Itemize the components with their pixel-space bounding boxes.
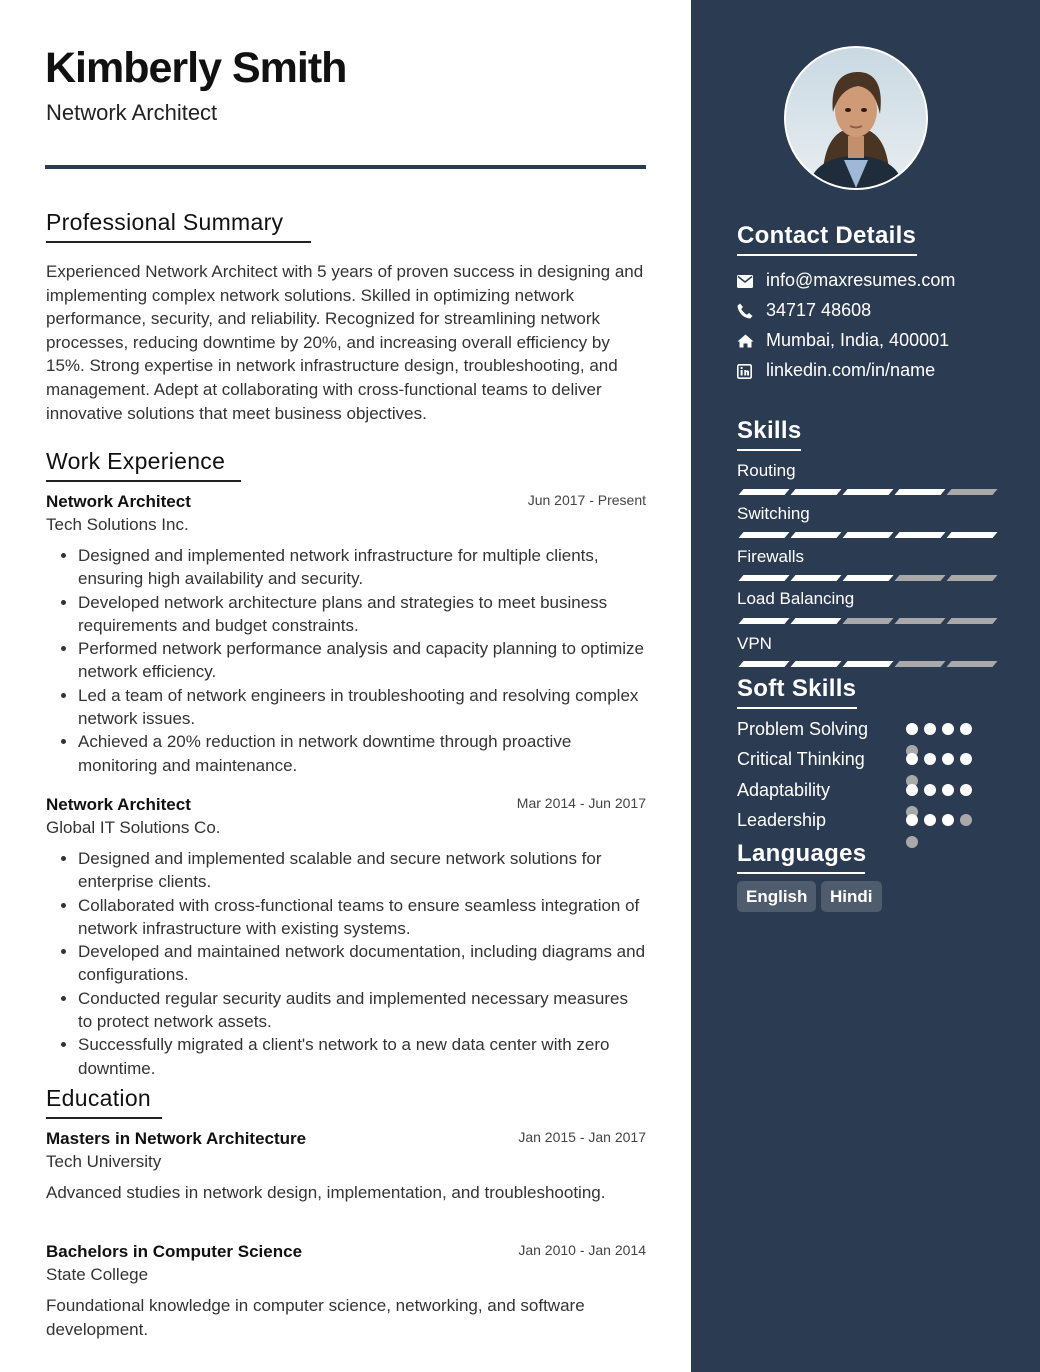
skill-level-bar — [737, 661, 993, 667]
skill-segment-filled — [894, 489, 945, 495]
skill-segment-filled — [790, 575, 841, 581]
skill-segment-filled — [842, 489, 893, 495]
degree-name: Bachelors in Computer Science — [46, 1242, 303, 1261]
skill-segment-filled — [738, 618, 789, 624]
skill-segment-empty — [946, 618, 997, 624]
skill-segment-empty — [946, 575, 997, 581]
skill-segment-empty — [894, 661, 945, 667]
skill-segment-filled — [738, 575, 789, 581]
job-bullet: • Collaborated with cross-functional teams to ensure seamless integration of network infrastructure with existing systems. — [78, 894, 646, 941]
skill-segment-filled — [946, 532, 997, 538]
job-bullets — [46, 544, 646, 777]
skill-segment-filled — [842, 661, 893, 667]
summary-heading: Professional Summary — [46, 208, 283, 236]
job-role: Network Architect — [46, 795, 191, 814]
skill-level-bar — [737, 575, 993, 581]
contact-linkedin[interactable]: linkedin.com/in/name — [737, 359, 935, 381]
skill-segment-filled — [894, 532, 945, 538]
school-name: Tech University — [46, 1152, 162, 1171]
job-role: Network Architect — [46, 492, 191, 511]
job-bullet: • Developed and maintained network documentation, including diagrams and configurations. — [78, 940, 646, 987]
candidate-title: Network Architect — [46, 100, 218, 125]
skill-name: Routing — [737, 461, 796, 480]
job-bullet: • Successfully migrated a client's network to a new data center with zero downtime. — [78, 1033, 646, 1080]
rating-dot-filled — [942, 723, 954, 735]
job-company: Global IT Solutions Co. — [46, 818, 221, 837]
language-tag: English — [737, 881, 816, 912]
skill-segment-filled — [842, 575, 893, 581]
rating-dot-filled — [906, 753, 918, 765]
education-entry — [46, 1242, 646, 1341]
skill-name: Load Balancing — [737, 589, 855, 608]
soft-skill-name: Critical Thinking — [737, 749, 865, 769]
school-name: State College — [46, 1265, 149, 1284]
skill-segment-filled — [738, 489, 789, 495]
summary-text: Experienced Network Architect with 5 years of proven success in designing and implementing complex network solutions. Skilled in optimizing network performance, security, and reliability. Recognized for streamlining network processes, reducing downtime by 20%, and increasing overall efficiency by 15%. Strong expertise in network infrastructure design, troubleshooting, and management. Adept at collaborating with cross-functional teams to deliver innovative solutions that meet business objectives. — [46, 262, 644, 423]
rating-dot-filled — [924, 753, 936, 765]
skill-name: VPN — [737, 634, 772, 653]
home-icon — [737, 334, 755, 348]
skill-segment-filled — [790, 489, 841, 495]
job-bullets — [46, 847, 646, 1080]
skill-level-bar — [737, 489, 993, 495]
skill-segment-filled — [842, 532, 893, 538]
job-dates: Mar 2014 - Jun 2017 — [516, 795, 646, 811]
rating-dot-filled — [960, 784, 972, 796]
header-divider — [45, 165, 646, 169]
soft-skill-name: Adaptability — [737, 780, 831, 800]
job-dates: Jun 2017 - Present — [527, 492, 646, 508]
skill-segment-empty — [842, 618, 893, 624]
job-bullet: • Designed and implemented scalable and secure network solutions for enterprise clients. — [78, 847, 646, 894]
education-dates: Jan 2015 - Jan 2017 — [518, 1129, 646, 1145]
rating-dot-filled — [942, 784, 954, 796]
linkedin-icon — [737, 364, 755, 379]
education-entry — [46, 1129, 646, 1205]
soft-skill-name: Leadership — [737, 810, 827, 830]
job-bullet: • Conducted regular security audits and implemented necessary measures to protect network assets. — [78, 987, 646, 1034]
contact-address: Mumbai, India, 400001 — [737, 329, 949, 351]
phone-icon — [737, 303, 755, 319]
job-company: Tech Solutions Inc. — [46, 515, 189, 534]
job-bullet: • Achieved a 20% reduction in network downtime through proactive monitoring and maintenance. — [78, 730, 646, 777]
skill-segment-empty — [894, 618, 945, 624]
rating-dot-filled — [906, 814, 918, 826]
rating-dot-filled — [960, 753, 972, 765]
work-experience-heading: Work Experience — [46, 447, 225, 475]
skill-level-bar — [737, 532, 993, 538]
job-entry — [46, 492, 646, 777]
degree-name: Masters in Network Architecture — [46, 1129, 307, 1148]
contact-phone[interactable]: 34717 48608 — [737, 299, 871, 321]
rating-dot-filled — [906, 723, 918, 735]
skill-segment-filled — [738, 661, 789, 667]
education-description: Advanced studies in network design, implementation, and troubleshooting. — [46, 1183, 606, 1202]
rating-dot-filled — [924, 814, 936, 826]
rating-dot-filled — [906, 784, 918, 796]
education-heading: Education — [46, 1084, 151, 1112]
profile-photo — [784, 46, 928, 190]
job-bullet: • Led a team of network engineers in troubleshooting and resolving complex network issues. — [78, 684, 646, 731]
skill-segment-filled — [790, 618, 841, 624]
skill-segment-empty — [946, 661, 997, 667]
job-bullet: • Designed and implemented network infrastructure for multiple clients, ensuring high availability and security. — [78, 544, 646, 591]
soft-skills-heading: Soft Skills — [737, 675, 856, 703]
skill-name: Firewalls — [737, 547, 805, 566]
skill-segment-filled — [738, 532, 789, 538]
contact-email[interactable]: info@maxresumes.com — [737, 269, 955, 291]
job-bullet: • Performed network performance analysis and capacity planning to optimize network efficiency. — [78, 637, 646, 684]
rating-dot-empty — [960, 814, 972, 826]
rating-dot-filled — [960, 723, 972, 735]
rating-dot-filled — [942, 814, 954, 826]
skill-segment-empty — [894, 575, 945, 581]
skills-heading: Skills — [737, 417, 802, 445]
job-entry — [46, 795, 646, 1080]
skill-segment-empty — [946, 489, 997, 495]
job-bullet: • Developed network architecture plans and strategies to meet business requirements and budget constraints. — [78, 591, 646, 638]
rating-dot-filled — [924, 723, 936, 735]
soft-skill-name: Problem Solving — [737, 719, 869, 739]
rating-dot-empty — [906, 836, 918, 848]
skill-segment-filled — [790, 661, 841, 667]
contact-heading: Contact Details — [737, 222, 916, 250]
candidate-name: Kimberly Smith — [45, 44, 347, 92]
envelope-icon — [737, 275, 755, 288]
skill-segment-filled — [790, 532, 841, 538]
languages-heading: Languages — [737, 840, 866, 868]
skill-level-bar — [737, 618, 993, 624]
rating-dot-filled — [942, 753, 954, 765]
education-dates: Jan 2010 - Jan 2014 — [518, 1242, 646, 1258]
rating-dot-filled — [924, 784, 936, 796]
language-tag: Hindi — [821, 881, 882, 912]
education-description: Foundational knowledge in computer science, networking, and software development. — [46, 1296, 585, 1339]
skill-name: Switching — [737, 504, 810, 523]
